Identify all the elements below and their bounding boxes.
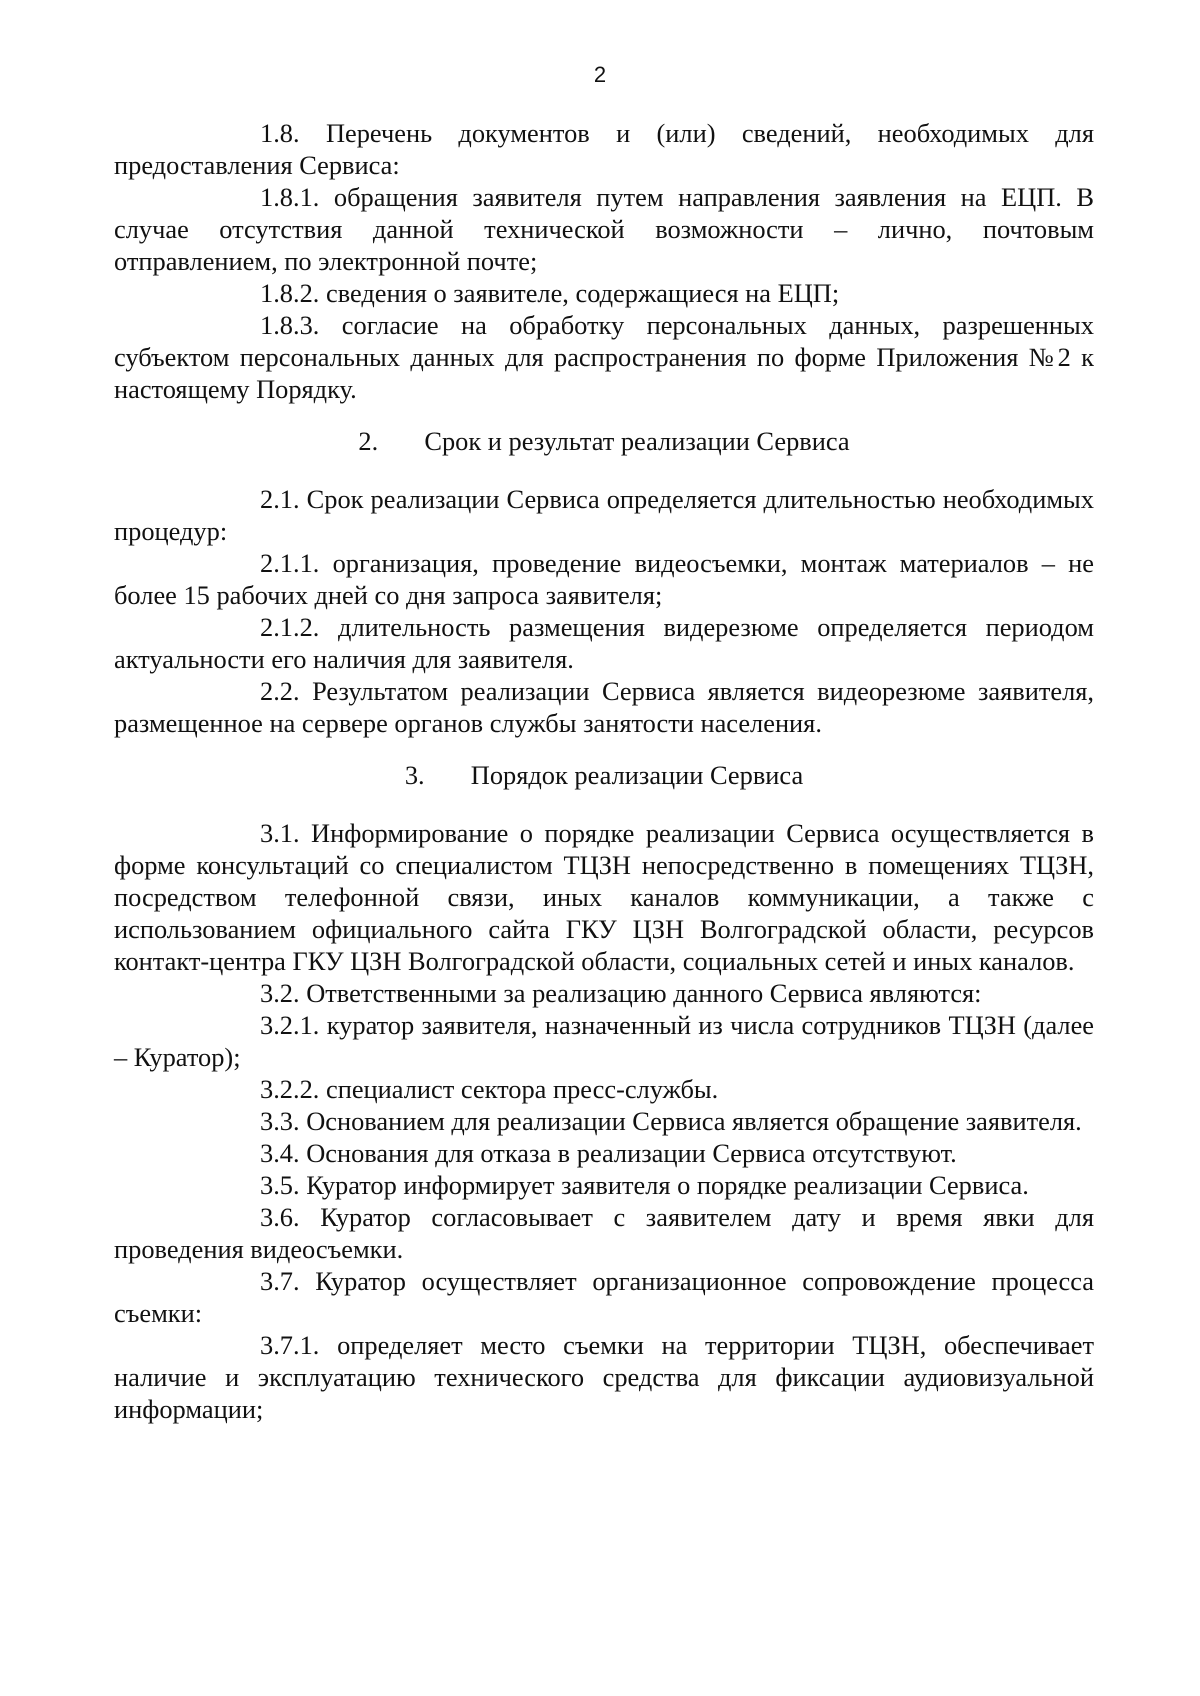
clause-text: согласие на обработку персональных данных, разрешенных субъектом персональных данных для распространения по форме Приложения №2 к настоящему Порядку.: [114, 310, 1094, 404]
clause-text: Куратор согласовывает с заявителем дату и время явки для проведения видеосъемки.: [114, 1202, 1094, 1264]
clause-number: 3.1.: [260, 818, 300, 848]
clause-3-4: [114, 1137, 1094, 1169]
clause-text: специалист сектора пресс-службы.: [326, 1074, 719, 1104]
clause-text: Куратор осуществляет организационное сопровождение процесса съемки:: [114, 1266, 1094, 1328]
clause-number: 1.8.1.: [260, 182, 320, 212]
clause-1-8: [114, 117, 1094, 181]
clause-3-6: [114, 1201, 1094, 1265]
clause-3-1: [114, 817, 1094, 977]
clause-3-7-1: [114, 1329, 1094, 1425]
clause-text: определяет место съемки на территории ТЦЗН, обеспечивает наличие и эксплуатацию технического средства для фиксации аудиовизуальной информации;: [114, 1330, 1094, 1424]
section-number: 3.: [404, 760, 425, 790]
clause-number: 1.8.: [260, 118, 300, 148]
clause-3-3: [114, 1105, 1094, 1137]
clause-text: Срок реализации Сервиса определяется длительностью необходимых процедур:: [114, 484, 1094, 546]
clause-text: куратор заявителя, назначенный из числа сотрудников ТЦЗН (далее – Куратор);: [114, 1010, 1094, 1072]
page-number: 2: [593, 62, 607, 87]
section-heading-2: [114, 425, 1094, 457]
clause-1-8-2: [114, 277, 1094, 309]
clause-text: сведения о заявителе, содержащиеся на ЕЦП;: [326, 278, 840, 308]
clause-text: Перечень документов и (или) сведений, необходимых для предоставления Сервиса:: [114, 118, 1094, 180]
section-title: Порядок реализации Сервиса: [470, 760, 804, 790]
clause-number: 3.7.: [260, 1266, 300, 1296]
clause-text: Куратор информирует заявителя о порядке реализации Сервиса.: [306, 1170, 1029, 1200]
clause-number: 3.4.: [260, 1138, 300, 1168]
section-number: 2.: [358, 426, 379, 456]
clause-number: 3.2.2.: [260, 1074, 320, 1104]
clause-text: обращения заявителя путем направления заявления на ЕЦП. В случае отсутствия данной технической возможности – лично, почтовым отправлением, по электронной почте;: [114, 182, 1094, 276]
section-title: Срок и результат реализации Сервиса: [424, 426, 850, 456]
clause-3-2-2: [114, 1073, 1094, 1105]
document-body: [114, 117, 1094, 1425]
clause-3-7: [114, 1265, 1094, 1329]
clause-1-8-3: [114, 309, 1094, 405]
clause-2-1-2: [114, 611, 1094, 675]
clause-3-2-1: [114, 1009, 1094, 1073]
clause-number: 1.8.2.: [260, 278, 320, 308]
clause-text: длительность размещения видерезюме определяется периодом актуальности его наличия для заявителя.: [114, 612, 1094, 674]
clause-text: Основания для отказа в реализации Сервиса отсутствуют.: [306, 1138, 957, 1168]
clause-number: 2.2.: [260, 676, 300, 706]
clause-number: 3.5.: [260, 1170, 300, 1200]
clause-text: Результатом реализации Сервиса является видеорезюме заявителя, размещенное на сервере органов службы занятости населения.: [114, 676, 1094, 738]
clause-text: Основанием для реализации Сервиса является обращение заявителя.: [306, 1106, 1082, 1136]
clause-number: 3.7.1.: [260, 1330, 320, 1360]
clause-number: 3.6.: [260, 1202, 300, 1232]
clause-2-1: [114, 483, 1094, 547]
section-heading-3: [114, 759, 1094, 791]
clause-number: 1.8.3.: [260, 310, 320, 340]
clause-2-1-1: [114, 547, 1094, 611]
clause-number: 3.2.: [260, 978, 300, 1008]
clause-3-5: [114, 1169, 1094, 1201]
clause-text: Ответственными за реализацию данного Сервиса являются:: [306, 978, 982, 1008]
clause-number: 2.1.: [260, 484, 300, 514]
clause-text: организация, проведение видеосъемки, монтаж материалов – не более 15 рабочих дней со дня запроса заявителя;: [114, 548, 1094, 610]
clause-1-8-1: [114, 181, 1094, 277]
clause-number: 2.1.2.: [260, 612, 320, 642]
clause-2-2: [114, 675, 1094, 739]
clause-3-2: [114, 977, 1094, 1009]
clause-number: 2.1.1.: [260, 548, 320, 578]
clause-text: Информирование о порядке реализации Сервиса осуществляется в форме консультаций со специалистом ТЦЗН непосредственно в помещениях ТЦЗН, посредством телефонной связи, иных каналов коммуникации, а также с использованием официального сайта ГКУ ЦЗН Волгоградской области, ресурсов контакт-центра ГКУ ЦЗН Волгоградской области, социальных сетей и иных каналов.: [114, 818, 1094, 976]
clause-number: 3.2.1.: [260, 1010, 320, 1040]
clause-number: 3.3.: [260, 1106, 300, 1136]
